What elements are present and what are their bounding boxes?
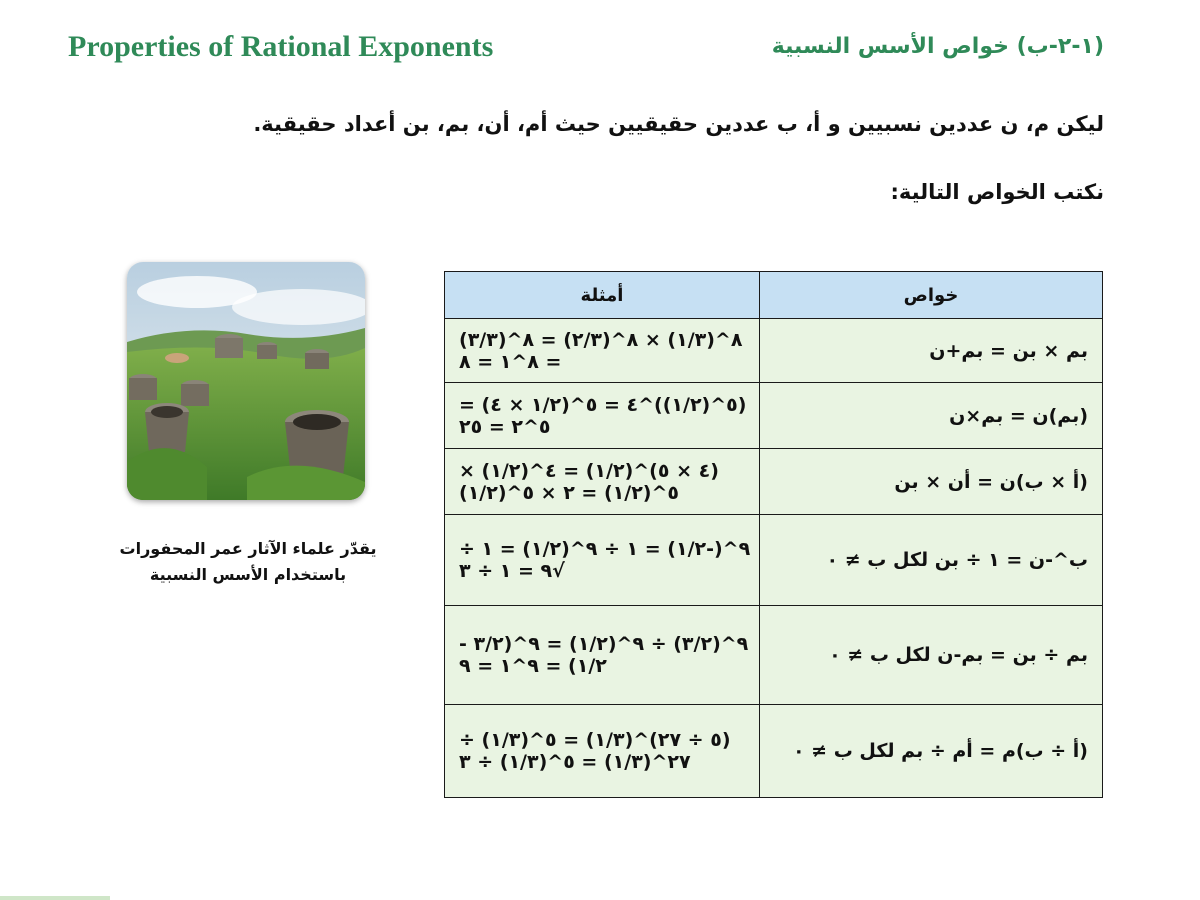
property-cell: بم ÷ بن = بم-ن لكل ب ≠ ٠ [760, 606, 1103, 705]
caption-line-2: باستخدام الأسس النسبية [149, 565, 347, 584]
archaeology-photo [127, 262, 365, 500]
intro-paragraph: ليكن م، ن عددين نسبيين و أ، ب عددين حقيقيين حيث أم، أن، بم، بن أعداد حقيقية. [253, 112, 1104, 136]
property-cell: (بم)ن = بم×ن [760, 383, 1103, 449]
properties-table [444, 271, 1103, 798]
example-cell: (٥^(١/٢))^٤ = ٥^(١/٢ × ٤) = ٥^٢ = ٢٥ [445, 383, 760, 449]
intro-subheading: نكتب الخواص التالية: [890, 180, 1104, 204]
page-title-arabic: (١-٢-ب) خواص الأسس النسبية [771, 34, 1104, 59]
property-cell: بم × بن = بم+ن [760, 319, 1103, 383]
property-cell: (أ × ب)ن = أن × بن [760, 449, 1103, 515]
page-title-english: Properties of Rational Exponents [68, 30, 494, 63]
example-cell: (٥ ÷ ٢٧)^(١/٣) = ٥^(١/٣) ÷ ٢٧^(١/٣) = ٥^(١/٣) ÷ ٣ [445, 705, 760, 798]
table-header-row [445, 272, 1103, 319]
page-footer-bar [0, 896, 110, 900]
photo-caption [118, 536, 378, 588]
header-examples: أمثلة [445, 272, 760, 319]
property-cell: ب^-ن = ١ ÷ بن لكل ب ≠ ٠ [760, 515, 1103, 606]
example-cell: ٨^(١/٣) × ٨^(٢/٣) = ٨^(٣/٣) = ٨^١ = ٨ [445, 319, 760, 383]
table-row [445, 319, 1103, 383]
caption-line-1: يقدّر علماء الآثار عمر المحفورات [119, 539, 377, 558]
property-cell: (أ ÷ ب)م = أم ÷ بم لكل ب ≠ ٠ [760, 705, 1103, 798]
header-properties: خواص [760, 272, 1103, 319]
example-cell: (٤ × ٥)^(١/٢) = ٤^(١/٢) × ٥^(١/٢) = ٢ × ٥^(١/٢) [445, 449, 760, 515]
table-row [445, 606, 1103, 705]
table-row [445, 705, 1103, 798]
table-row [445, 383, 1103, 449]
example-cell: ٩^(-١/٢) = ١ ÷ ٩^(١/٢) = ١ ÷ √٩ = ١ ÷ ٣ [445, 515, 760, 606]
table-row [445, 449, 1103, 515]
table-row [445, 515, 1103, 606]
example-cell: ٩^(٣/٢) ÷ ٩^(١/٢) = ٩^(٣/٢ - ١/٢) = ٩^١ = ٩ [445, 606, 760, 705]
